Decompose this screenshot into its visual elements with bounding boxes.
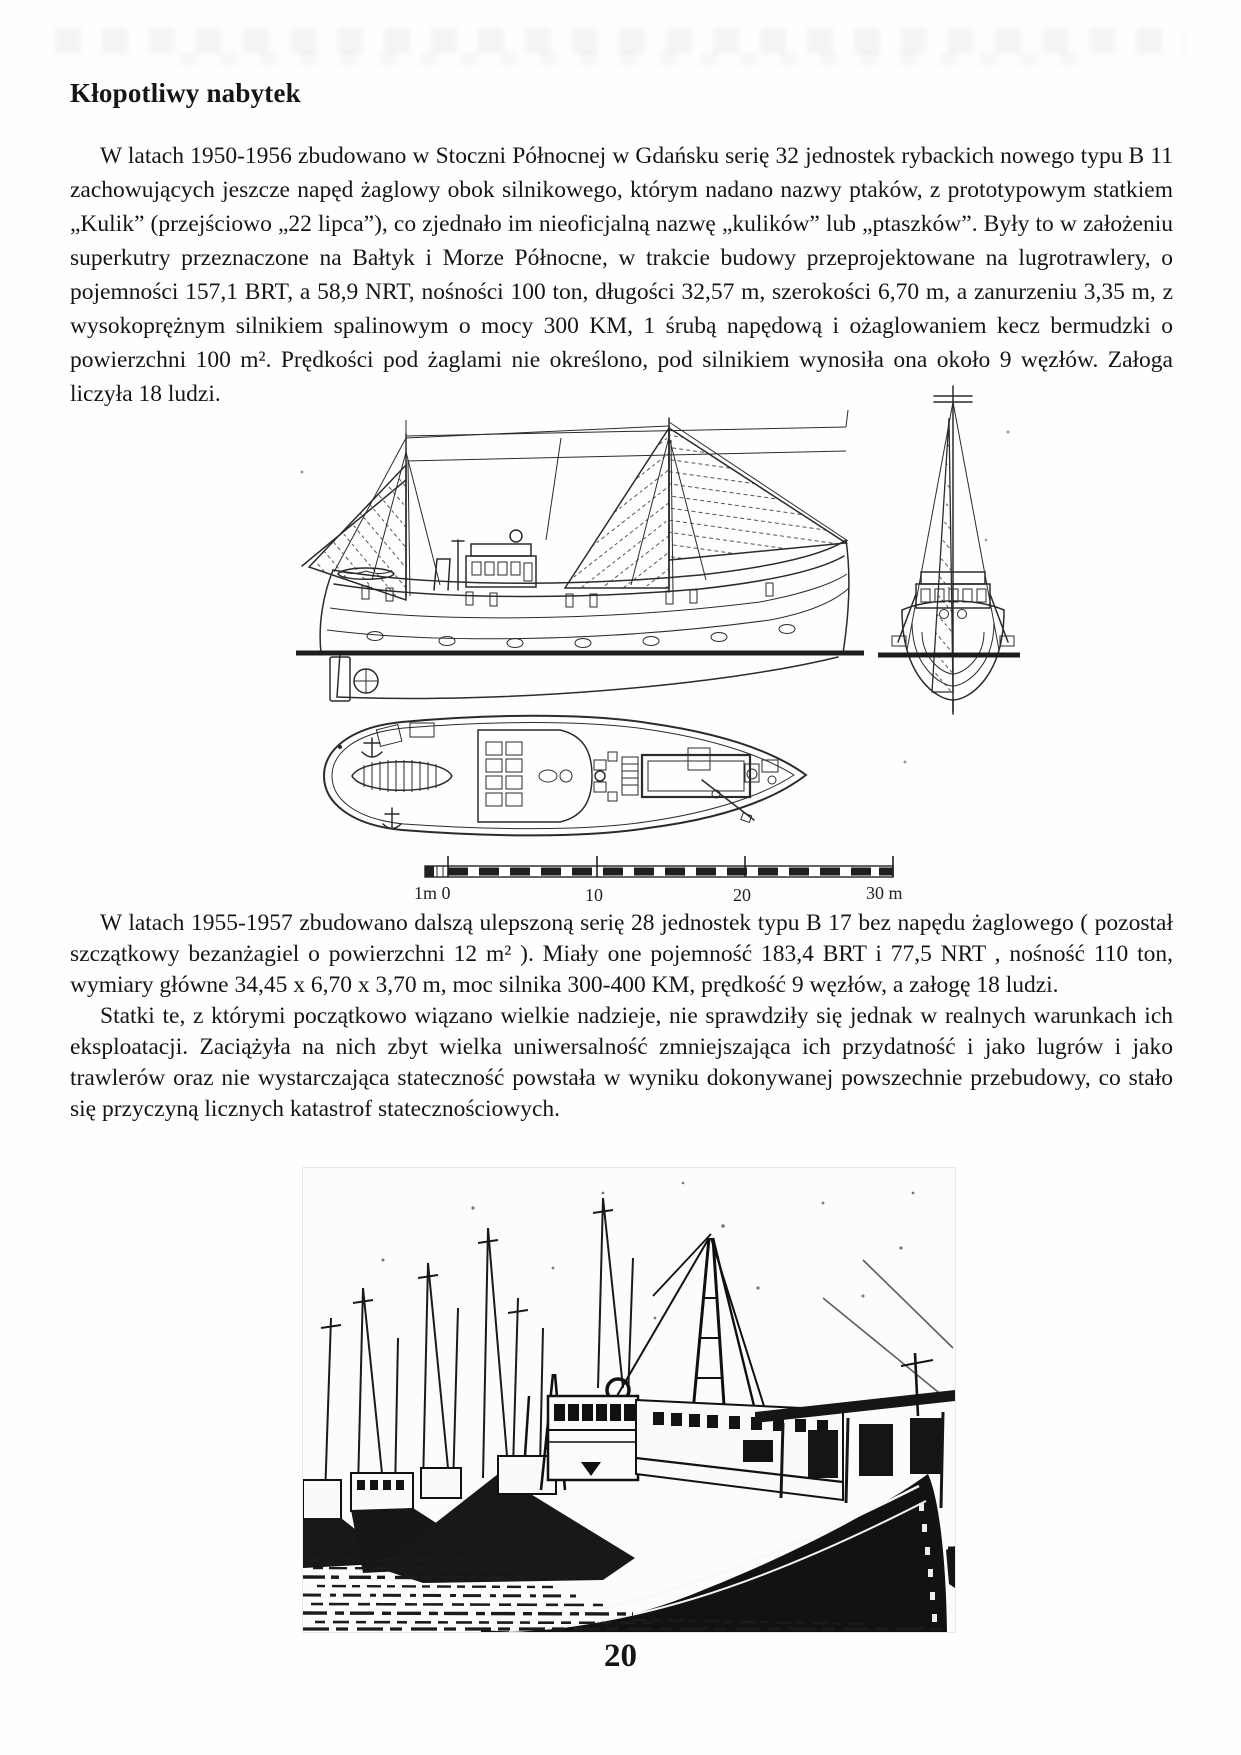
scale-label-0: 1m 0 — [414, 883, 451, 903]
scan-artifact — [55, 28, 1185, 54]
page-title: Kłopotliwy nabytek — [70, 78, 301, 108]
lower-text-block — [70, 908, 1173, 1125]
page-number: 20 — [604, 1638, 637, 1674]
harbor-photo — [303, 1168, 955, 1632]
main-staysail — [565, 428, 669, 588]
paragraph-b17: W latach 1955-1957 zbudowano dalszą ulepszoną serię 28 jednostek typu B 17 bez napędu żaglowego ( pozostał szczątkowy bezanżagiel o powierzchni 12 m² ). Miały one pojemność 183,4 BRT i 77,5 NRT , nośność 110 ton, wymiary główne 34,45 x 6,70 x 3,70 m, moc silnika 300-400 KM, prędkość 9 węzłów, a załogę 18 ludzi. — [70, 910, 1173, 998]
paragraph-assessment: Statki te, z którymi początkowo wiązano wielkie nadzieje, nie sprawdziły się jednak w realnych warunkach ich eksploatacji. Zaciążyła na nich zbyt wielka uniwersalność zmniejszająca ich przydatność i jako lugrów i jako trawlerów oraz nie wystarczająca stateczność powstała w wyniku dokonywanej powszechnie przebudowy, co stało się przyczyną licznych katastrof statecznościowych. — [70, 1003, 1173, 1122]
scale-label-30: 30 m — [866, 883, 903, 903]
scale-label-10: 10 — [585, 885, 603, 905]
ship-plans-figure — [280, 378, 1025, 906]
side-view-drawing — [296, 410, 864, 701]
deck-plan-drawing — [324, 716, 806, 836]
paragraph-b11: W latach 1950-1956 zbudowano w Stoczni Północnej w Gdańsku serię 32 jednostek rybackich nowego typu B 11 zachowujących jeszcze napęd żaglowy obok silnikowego, którym nadano nazwy ptaków, z prototypowym statkiem „Kulik” (przejściowo „22 lipca”), co zjednało im nieoficjalną nazwę „kulików” lub „ptaszków”. Były to w założeniu superkutry przeznaczone na Bałtyk i Morze Północne, w trakcie budowy przeprojektowane na lugrotrawlery, o pojemności 157,1 BRT, a 58,9 NRT, nośności 100 ton, długości 32,57 m, szerokości 6,70 m, a zanurzeniu 3,35 m, z wysokoprężnym silnikiem spalinowym o mocy 300 KM, 1 śrubą napędową i ożaglowaniem kecz bermudzki o powierzchni 100 m². Prędkości pod żaglami nie określono, pod silnikiem wynosiła ona około 9 węzłów. Załoga liczyła 18 ludzi. — [70, 143, 1173, 407]
funnel — [434, 559, 450, 590]
scale-bar — [414, 856, 903, 905]
lifeboat-plan — [352, 762, 452, 791]
scale-label-20: 20 — [733, 885, 751, 905]
bow-view-drawing — [878, 386, 1020, 714]
scan-artifact — [180, 52, 1080, 66]
anchor-icon — [383, 808, 401, 829]
